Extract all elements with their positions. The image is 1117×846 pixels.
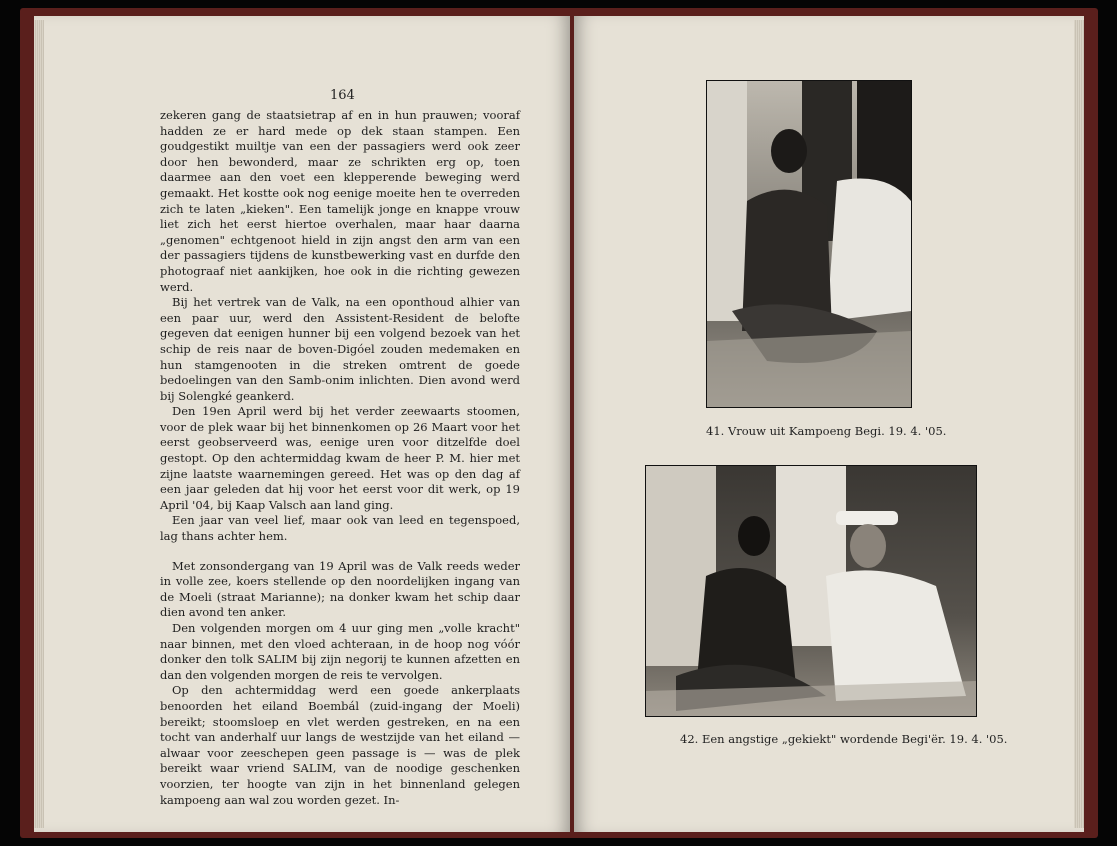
paragraph: Op den achtermiddag werd een goede ankerplaats benoorden het eiland Boembál (zuid-ingang der Moeli) bereikt; stoomsloep en vlet werden gestreken, en na een tocht van anderhalf uur langs de westzijde van het eiland — alwaar voor zeeschepen geen passage is — was de plek bereikt waar vriend SALIM, van de noodige geschenken voorzien, ter hoogte van zijn in het binnenland gelegen kampoeng aan wal zou worden gezet. In-	[160, 683, 520, 807]
paragraph: Den volgenden morgen om 4 uur ging men „volle kracht" naar binnen, met den vloed achteraan, in de hoop nog vóór donker den tolk SALIM bij zijn negorij te kunnen afzetten en dan den volgenden morgen de reis te vervolgen.	[160, 621, 520, 682]
paragraph: zekeren gang de staatsietrap af en in hun prauwen; vooraf hadden ze er hard mede op dek staan stampen. Een goudgestikt muiltje van een der passagiers werd ook zeer door hen bewonderd, maar ze schrikten erg op, toen daarmee aan den voet een klepperende beweging werd gemaakt. Het kostte ook nog eenige moeite hen te overreden zich te laten „kieken". Een tamelijk jonge en knappe vrouw liet zich het eerst hiertoe overhalen, maar haar daarna „genomen" echtgenoot hield in zijn angst den arm van een der passagiers tijdens de kunstbewerking vast en durfde den photograaf niet aankijken, hoe ook in die richting gewezen werd.	[160, 108, 520, 294]
caption-42: 42. Een angstige „gekiekt" wordende Begi'ër. 19. 4. '05.	[680, 732, 1008, 746]
paragraph: Bij het vertrek van de Valk, na een oponthoud alhier van een paar uur, werd den Assistent-Resident de belofte gegeven dat eenigen hunner bij een volgend bezoek van het schip de reis naar de boven-Digóel zouden medemaken en hun stamgenooten in die streken omtrent de goede bedoelingen van den Samb-onim inlichten. Dien avond werd bij Solengké geankerd.	[160, 295, 520, 403]
paragraph: Den 19en April werd bij het verder zeewaarts stoomen, voor de plek waar bij het binnenkomen op 26 Maart voor het eerst geobserveerd was, eenige uren voor ditzelfde doel gestopt. Op den achtermiddag kwam de heer P. M. hier met zijne laatste waarnemingen gereed. Het was op den dag af een jaar geleden dat hij voor het eerst voor dit werk, op 19 April '04, bij Kaap Valsch aan land ging.	[160, 404, 520, 512]
paragraph: Met zonsondergang van 19 April was de Valk reeds weder in volle zee, koers stellende op den noordelijken ingang van de Moeli (straat Marianne); na donker kwam het schip daar dien avond ten anker.	[160, 558, 520, 620]
photo-plate-41	[706, 80, 912, 408]
photo-plate-42	[645, 465, 977, 717]
paragraph: Een jaar van veel lief, maar ook van leed en tegenspoed, lag thans achter hem.	[160, 513, 520, 544]
body-text	[160, 108, 520, 808]
caption-41: 41. Vrouw uit Kampoeng Begi. 19. 4. '05.	[706, 424, 947, 438]
page-edges-left	[34, 20, 44, 828]
page-number: 164	[330, 88, 355, 103]
page-edges-right	[1074, 20, 1084, 828]
